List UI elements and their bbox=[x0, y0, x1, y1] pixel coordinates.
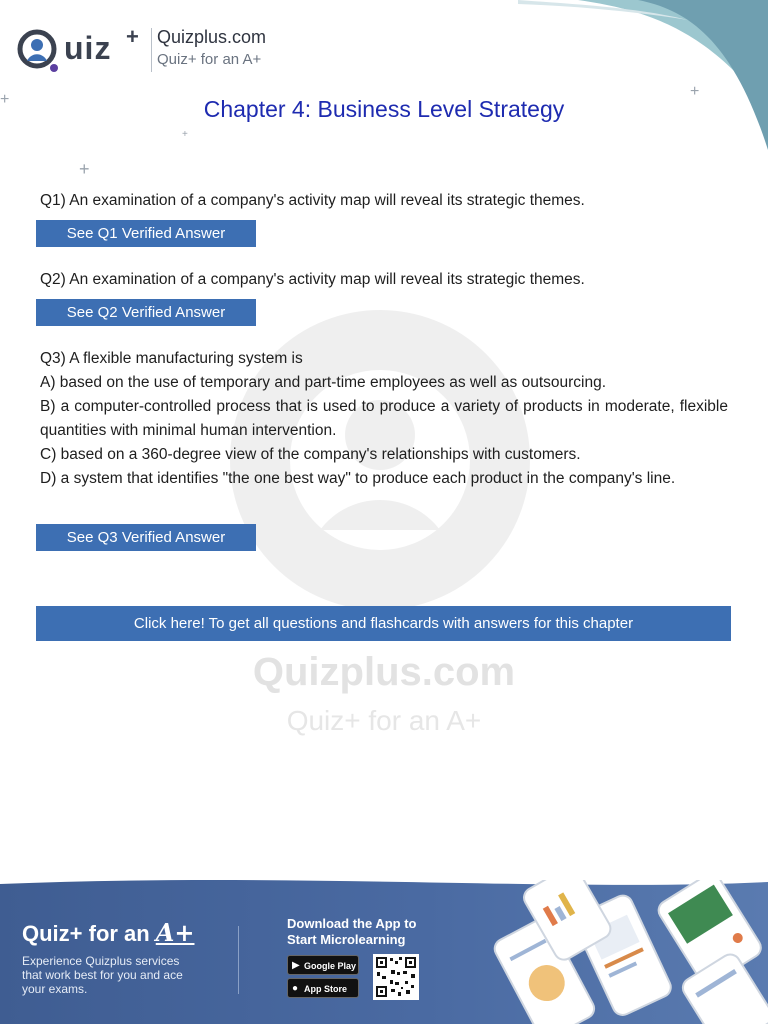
plus-decoration-icon: + bbox=[690, 83, 700, 100]
play-store-icon: ▶ bbox=[292, 960, 300, 971]
site-tagline: Quiz+ for an A+ bbox=[157, 51, 262, 68]
site-name: Quizplus.com bbox=[157, 27, 267, 47]
watermark-tagline: Quiz+ for an A+ bbox=[286, 705, 482, 736]
download-app-text bbox=[287, 916, 417, 948]
qr-code-icon[interactable] bbox=[373, 954, 419, 1000]
footer-brand-aplus: A+ bbox=[155, 918, 195, 947]
question-3-option-d: D) a system that identifies "the one best way" to produce each product in the company's line. bbox=[40, 470, 676, 487]
question-1-text: Q1) An examination of a company's activity map will reveal its strategic themes. bbox=[40, 192, 585, 209]
footer-description bbox=[22, 954, 232, 996]
question-3-option-c: C) based on a 360-degree view of the company's relationships with customers. bbox=[40, 446, 581, 463]
header bbox=[14, 24, 314, 80]
app-store-label: App Store bbox=[304, 984, 348, 994]
download-app-line: Start Microlearning bbox=[287, 932, 406, 947]
apple-icon: ● bbox=[292, 983, 299, 994]
download-app-line: Download the App to bbox=[287, 916, 417, 931]
google-play-button[interactable] bbox=[287, 955, 359, 975]
quizplus-logo[interactable] bbox=[14, 24, 154, 80]
app-phones-illustration bbox=[490, 880, 768, 1024]
get-all-questions-button[interactable]: Click here! To get all questions and flashcards with answers for this chapter bbox=[36, 606, 731, 641]
footer-divider bbox=[238, 926, 239, 994]
question-2-text: Q2) An examination of a company's activity map will reveal its strategic themes. bbox=[40, 271, 585, 288]
see-q1-answer-button[interactable]: See Q1 Verified Answer bbox=[36, 220, 256, 247]
plus-decoration-icon: + bbox=[0, 91, 10, 108]
plus-decoration-icon: + bbox=[182, 129, 188, 140]
header-divider bbox=[151, 28, 152, 72]
logo-q-icon bbox=[16, 28, 60, 72]
see-q3-answer-button[interactable]: See Q3 Verified Answer bbox=[36, 524, 256, 551]
logo-text: uiz bbox=[64, 30, 112, 66]
footer-brand-text: Quiz+ for an bbox=[22, 921, 150, 946]
logo-plus: + bbox=[126, 24, 139, 49]
footer-description-line: Experience Quizplus services bbox=[22, 954, 180, 968]
footer-description-line: that work best for you and ace bbox=[22, 968, 183, 982]
see-q2-answer-button[interactable]: See Q2 Verified Answer bbox=[36, 299, 256, 326]
footer-banner bbox=[0, 880, 768, 1024]
question-3 bbox=[40, 347, 728, 491]
chapter-title: Chapter 4: Business Level Strategy bbox=[203, 96, 565, 122]
question-3-text: Q3) A flexible manufacturing system is bbox=[40, 350, 303, 367]
corner-decoration bbox=[518, 0, 768, 150]
footer-brand bbox=[22, 918, 194, 947]
watermark-site-name: Quizplus.com bbox=[252, 650, 516, 694]
footer-description-line: your exams. bbox=[22, 982, 88, 996]
app-store-button[interactable] bbox=[287, 978, 359, 998]
question-3-option-a: A) based on the use of temporary and part-time employees as well as outsourcing. bbox=[40, 374, 607, 391]
question-3-option-b: B) a computer-controlled process that is used to produce a variety of products in moderate, flexible quantities with minimal human intervention. bbox=[40, 398, 728, 439]
google-play-label: Google Play bbox=[304, 961, 357, 971]
plus-decoration-icon: + bbox=[79, 159, 90, 179]
